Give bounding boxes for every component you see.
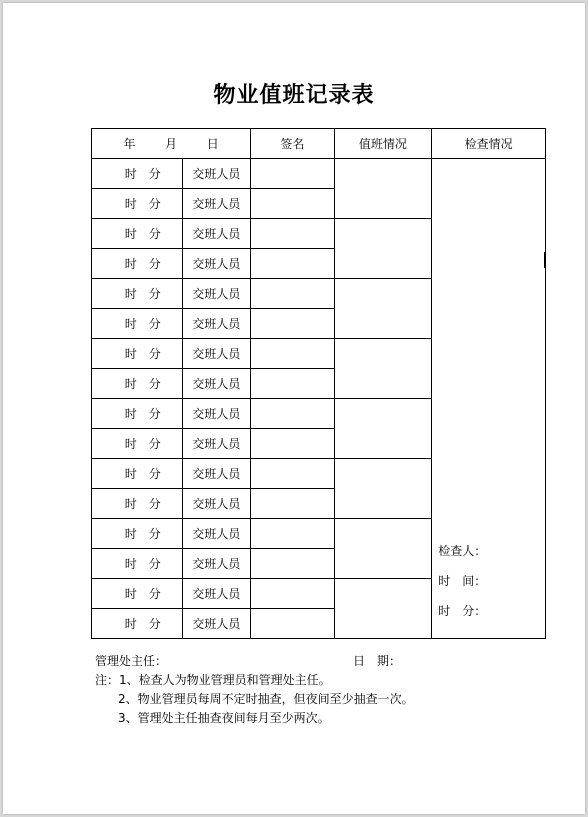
signature-field[interactable] — [251, 579, 335, 609]
inspection-field[interactable] — [432, 159, 546, 639]
time-cell — [92, 279, 183, 309]
minute-label: 分 — [148, 497, 161, 511]
hour-label: 时 — [124, 167, 137, 181]
time-cell — [92, 519, 183, 549]
duty-status-field[interactable] — [334, 519, 432, 579]
role-label: 交班人员 — [182, 339, 250, 369]
role-label: 交班人员 — [182, 519, 250, 549]
role-label: 交班人员 — [182, 159, 250, 189]
time-cell — [92, 429, 183, 459]
minute-label: 分 — [148, 617, 161, 631]
signature-field[interactable] — [251, 489, 335, 519]
time-cell — [92, 459, 183, 489]
text-cursor — [544, 252, 546, 268]
hour-label: 时 — [124, 527, 137, 541]
signature-field[interactable] — [251, 159, 335, 189]
role-label: 交班人员 — [182, 489, 250, 519]
duty-log-table — [91, 128, 546, 639]
table-row — [92, 159, 546, 189]
role-label: 交班人员 — [182, 219, 250, 249]
inspection-time-label: 时 间： — [438, 574, 487, 588]
duty-status-field[interactable] — [334, 339, 432, 399]
document-page — [3, 3, 585, 814]
duty-status-field[interactable] — [334, 399, 432, 459]
signature-field[interactable] — [251, 219, 335, 249]
hour-label: 时 — [124, 347, 137, 361]
time-cell — [92, 309, 183, 339]
role-label: 交班人员 — [182, 249, 250, 279]
time-cell — [92, 159, 183, 189]
sign-header: 签名 — [251, 129, 335, 159]
date-header — [92, 129, 251, 159]
duty-status-field[interactable] — [334, 219, 432, 279]
inspection-hm-label: 时 分： — [438, 604, 487, 618]
page-title: 物业值班记录表 — [213, 83, 375, 108]
hour-label: 时 — [124, 557, 137, 571]
minute-label: 分 — [148, 557, 161, 571]
hour-label: 时 — [124, 497, 137, 511]
duty-status-field[interactable] — [334, 279, 432, 339]
year-label: 年 — [123, 137, 136, 151]
time-cell — [92, 189, 183, 219]
inspection-header: 检查情况 — [432, 129, 546, 159]
time-cell — [92, 609, 183, 639]
signature-field[interactable] — [251, 309, 335, 339]
note-1: 注：1、检查人为物业管理员和管理处主任。 — [95, 673, 331, 687]
hour-label: 时 — [124, 437, 137, 451]
manager-label: 管理处主任： — [95, 654, 168, 668]
minute-label: 分 — [148, 317, 161, 331]
role-label: 交班人员 — [182, 369, 250, 399]
role-label: 交班人员 — [182, 399, 250, 429]
hour-label: 时 — [124, 317, 137, 331]
hour-label: 时 — [124, 227, 137, 241]
month-label: 月 — [165, 137, 178, 151]
role-label: 交班人员 — [182, 549, 250, 579]
role-label: 交班人员 — [182, 309, 250, 339]
role-label: 交班人员 — [182, 429, 250, 459]
day-label: 日 — [206, 137, 219, 151]
hour-label: 时 — [124, 257, 137, 271]
duty-header: 值班情况 — [334, 129, 432, 159]
signature-field[interactable] — [251, 399, 335, 429]
signature-field[interactable] — [251, 549, 335, 579]
time-cell — [92, 219, 183, 249]
hour-label: 时 — [124, 617, 137, 631]
signature-field[interactable] — [251, 369, 335, 399]
signature-field[interactable] — [251, 339, 335, 369]
minute-label: 分 — [148, 467, 161, 481]
role-label: 交班人员 — [182, 579, 250, 609]
minute-label: 分 — [148, 227, 161, 241]
time-cell — [92, 549, 183, 579]
hour-label: 时 — [124, 197, 137, 211]
minute-label: 分 — [148, 527, 161, 541]
minute-label: 分 — [148, 257, 161, 271]
time-cell — [92, 579, 183, 609]
hour-label: 时 — [124, 287, 137, 301]
note-2: 2、物业管理员每周不定时抽查，但夜间至少抽查一次。 — [118, 692, 414, 706]
hour-label: 时 — [124, 467, 137, 481]
time-cell — [92, 399, 183, 429]
signature-field[interactable] — [251, 429, 335, 459]
role-label: 交班人员 — [182, 609, 250, 639]
duty-status-field[interactable] — [334, 459, 432, 519]
minute-label: 分 — [148, 437, 161, 451]
signature-field[interactable] — [251, 249, 335, 279]
duty-status-field[interactable] — [334, 579, 432, 639]
minute-label: 分 — [148, 287, 161, 301]
time-cell — [92, 369, 183, 399]
date-label: 日 期： — [353, 654, 402, 668]
inspection-inspector-label: 检查人： — [438, 544, 487, 558]
note-3: 3、管理处主任抽查夜间每月至少两次。 — [118, 711, 330, 725]
signature-field[interactable] — [251, 189, 335, 219]
table-header-row — [92, 129, 546, 159]
role-label: 交班人员 — [182, 189, 250, 219]
minute-label: 分 — [148, 167, 161, 181]
signature-field[interactable] — [251, 609, 335, 639]
minute-label: 分 — [148, 407, 161, 421]
time-cell — [92, 249, 183, 279]
role-label: 交班人员 — [182, 279, 250, 309]
minute-label: 分 — [148, 587, 161, 601]
hour-label: 时 — [124, 587, 137, 601]
time-cell — [92, 489, 183, 519]
minute-label: 分 — [148, 377, 161, 391]
signature-field[interactable] — [251, 279, 335, 309]
duty-status-field[interactable] — [334, 159, 432, 219]
signature-field[interactable] — [251, 519, 335, 549]
hour-label: 时 — [124, 407, 137, 421]
minute-label: 分 — [148, 197, 161, 211]
role-label: 交班人员 — [182, 459, 250, 489]
minute-label: 分 — [148, 347, 161, 361]
signature-field[interactable] — [251, 459, 335, 489]
time-cell — [92, 339, 183, 369]
hour-label: 时 — [124, 377, 137, 391]
